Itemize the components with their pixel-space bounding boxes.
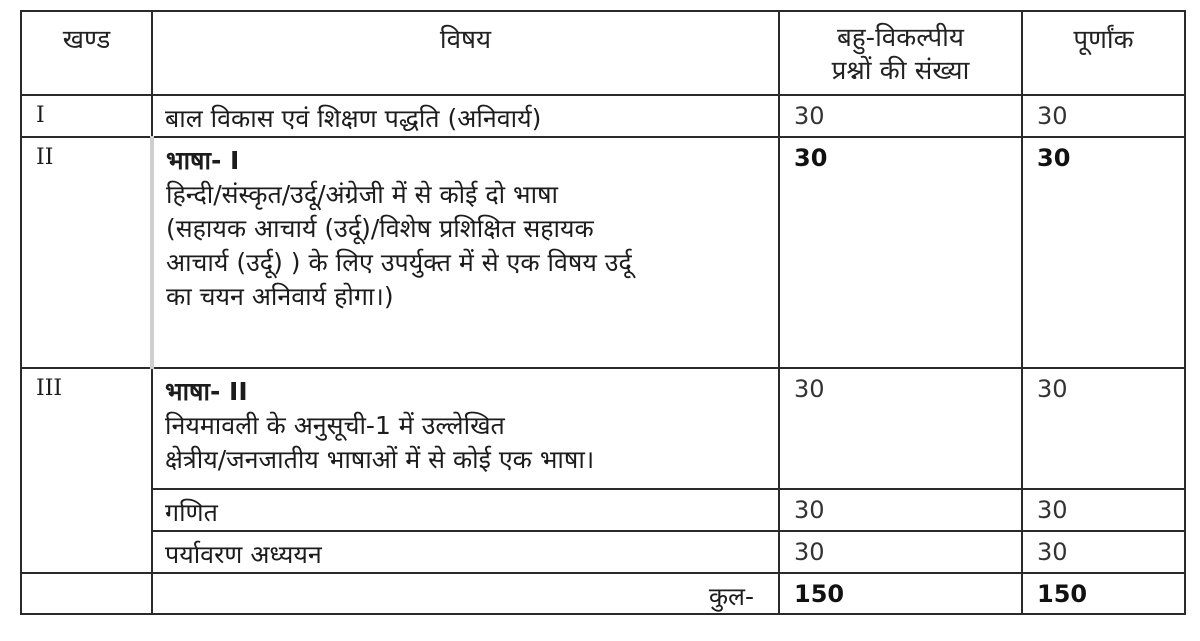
table-row <box>21 95 1185 137</box>
subject-title: भाषा- II <box>165 377 248 406</box>
subject-cell <box>152 531 779 573</box>
marks-cell: 30 <box>1022 531 1185 573</box>
subject-cell <box>152 95 779 137</box>
subject-line: नियमावली के अनुसूची-1 में उल्लेखित <box>165 411 505 440</box>
total-question-count: 150 <box>779 573 1022 614</box>
subject-cell <box>152 137 779 368</box>
header-question-count <box>779 11 1022 95</box>
question-count-cell: 30 <box>779 137 1022 368</box>
marks-cell: 30 <box>1022 137 1185 368</box>
question-count-cell: 30 <box>779 489 1022 531</box>
header-vishay: विषय <box>152 11 779 95</box>
subject-line: का चयन अनिवार्य होगा।) <box>166 282 394 311</box>
total-label: कुल- <box>152 573 779 614</box>
subject-cell <box>152 489 779 531</box>
subject-cell <box>152 368 779 489</box>
table-row <box>21 368 1185 489</box>
khand-cell: I <box>21 95 152 137</box>
total-row <box>21 573 1185 614</box>
marks-cell: 30 <box>1022 368 1185 489</box>
question-count-cell: 30 <box>779 531 1022 573</box>
khand-cell: II <box>21 137 152 368</box>
table-row <box>21 137 1185 368</box>
exam-pattern-table <box>20 10 1186 615</box>
table-row <box>21 531 1185 573</box>
subject-line: क्षेत्रीय/जनजातीय भाषाओं में से कोई एक भाषा। <box>165 445 595 474</box>
header-khand: खण्ड <box>21 11 152 95</box>
total-marks: 150 <box>1022 573 1185 614</box>
subject-line: गणित <box>165 498 218 527</box>
khand-cell: III <box>21 368 152 573</box>
subject-title: भाषा- I <box>166 146 240 175</box>
header-purnank: पूर्णांक <box>1022 11 1185 95</box>
subject-line: पर्यावरण अध्ययन <box>165 540 322 569</box>
marks-cell: 30 <box>1022 489 1185 531</box>
question-count-cell: 30 <box>779 368 1022 489</box>
subject-line: बाल विकास एवं शिक्षण पद्धति (अनिवार्य) <box>165 104 542 133</box>
question-count-cell: 30 <box>779 95 1022 137</box>
header-count-line1: बहु-विकल्पीय <box>837 23 964 53</box>
total-empty-cell <box>21 573 152 614</box>
header-count-line2: प्रश्नों की संख्या <box>831 56 970 86</box>
marks-cell: 30 <box>1022 95 1185 137</box>
subject-line: (सहायक आचार्य (उर्दू)/विशेष प्रशिक्षित सहायक <box>166 214 594 243</box>
subject-line: आचार्य (उर्दू) ) के लिए उपर्युक्त में से एक विषय उर्दू <box>166 248 632 277</box>
table-row <box>21 489 1185 531</box>
table-header-row <box>21 11 1185 95</box>
subject-line: हिन्दी/संस्कृत/उर्दू/अंग्रेजी में से कोई दो भाषा <box>166 180 559 209</box>
